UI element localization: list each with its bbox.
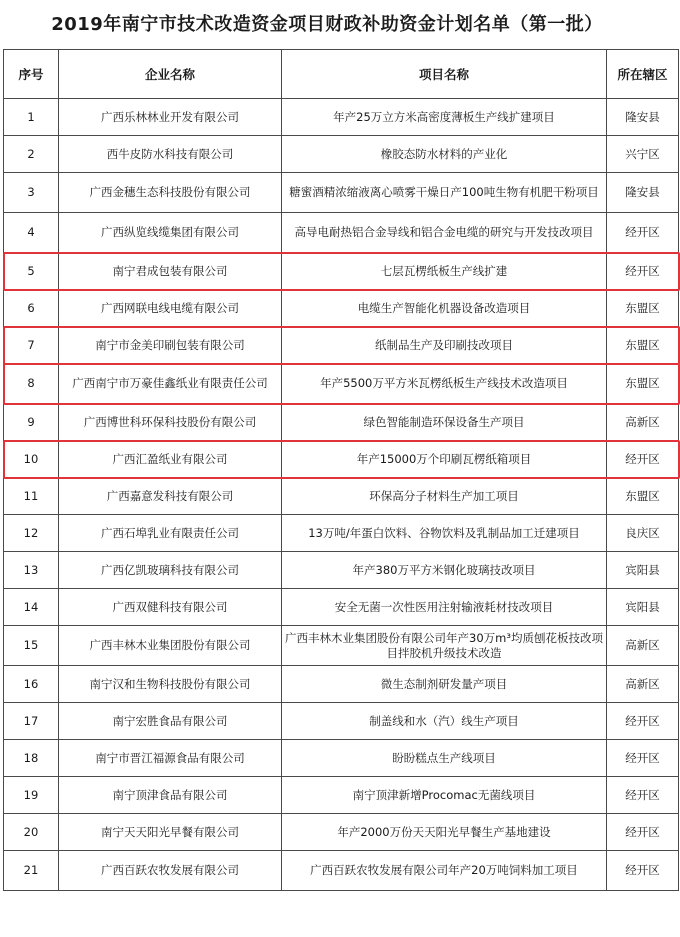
cell-project: 安全无菌一次性医用注射输液耗材技改项目 <box>282 589 607 626</box>
cell-company: 广西汇盈纸业有限公司 <box>59 441 282 478</box>
table-row <box>4 515 679 552</box>
cell-district: 高新区 <box>607 666 679 703</box>
cell-company: 广西丰林木业集团股份有限公司 <box>59 626 282 666</box>
cell-no: 11 <box>4 478 59 515</box>
table-row <box>4 851 679 891</box>
cell-project: 电缆生产智能化机器设备改造项目 <box>282 290 607 327</box>
cell-district: 经开区 <box>607 253 679 290</box>
cell-no: 1 <box>4 99 59 136</box>
cell-no: 20 <box>4 814 59 851</box>
header-project: 项目名称 <box>282 50 607 99</box>
cell-district: 东盟区 <box>607 327 679 364</box>
cell-company: 南宁宏胜食品有限公司 <box>59 703 282 740</box>
cell-district: 隆安县 <box>607 173 679 213</box>
cell-project: 微生态制剂研发量产项目 <box>282 666 607 703</box>
cell-company: 广西石埠乳业有限责任公司 <box>59 515 282 552</box>
cell-company: 南宁市晋江福源食品有限公司 <box>59 740 282 777</box>
table-row <box>4 626 679 666</box>
header-company: 企业名称 <box>59 50 282 99</box>
cell-district: 经开区 <box>607 777 679 814</box>
cell-no: 21 <box>4 851 59 891</box>
cell-no: 2 <box>4 136 59 173</box>
cell-project: 糖蜜酒精浓缩液离心喷雾干燥日产100吨生物有机肥干粉项目 <box>282 173 607 213</box>
cell-company: 南宁顶津食品有限公司 <box>59 777 282 814</box>
cell-project: 南宁顶津新增Procomac无菌线项目 <box>282 777 607 814</box>
cell-no: 19 <box>4 777 59 814</box>
cell-no: 17 <box>4 703 59 740</box>
cell-district: 东盟区 <box>607 478 679 515</box>
cell-company: 广西网联电线电缆有限公司 <box>59 290 282 327</box>
table-row <box>4 290 679 327</box>
table-body <box>4 99 679 891</box>
cell-district: 隆安县 <box>607 99 679 136</box>
cell-company: 广西双健科技有限公司 <box>59 589 282 626</box>
cell-company: 广西金穗生态科技股份有限公司 <box>59 173 282 213</box>
cell-district: 高新区 <box>607 626 679 666</box>
cell-company: 广西亿凯玻璃科技有限公司 <box>59 552 282 589</box>
header-district: 所在辖区 <box>607 50 679 99</box>
table-row <box>4 740 679 777</box>
cell-company: 西牛皮防水科技有限公司 <box>59 136 282 173</box>
cell-no: 16 <box>4 666 59 703</box>
cell-project: 橡胶态防水材料的产业化 <box>282 136 607 173</box>
cell-district: 东盟区 <box>607 290 679 327</box>
cell-no: 10 <box>4 441 59 478</box>
cell-no: 7 <box>4 327 59 364</box>
table-row <box>4 589 679 626</box>
table-row <box>4 253 679 290</box>
cell-company: 广西乐林林业开发有限公司 <box>59 99 282 136</box>
table-row <box>4 364 679 404</box>
cell-no: 18 <box>4 740 59 777</box>
cell-project: 绿色智能制造环保设备生产项目 <box>282 404 607 441</box>
cell-district: 经开区 <box>607 851 679 891</box>
cell-no: 9 <box>4 404 59 441</box>
cell-project: 高导电耐热铝合金导线和铝合金电缆的研究与开发技改项目 <box>282 213 607 253</box>
table-row <box>4 327 679 364</box>
cell-no: 3 <box>4 173 59 213</box>
cell-project: 七层瓦楞纸板生产线扩建 <box>282 253 607 290</box>
document-title: 2019年南宁市技术改造资金项目财政补助资金计划名单（第一批） <box>51 14 603 35</box>
cell-district: 兴宁区 <box>607 136 679 173</box>
cell-project: 纸制品生产及印刷技改项目 <box>282 327 607 364</box>
table-row <box>4 404 679 441</box>
cell-district: 经开区 <box>607 814 679 851</box>
table-row <box>4 213 679 253</box>
subsidy-table <box>3 49 679 891</box>
cell-company: 南宁君成包装有限公司 <box>59 253 282 290</box>
cell-project: 广西百跃农牧发展有限公司年产20万吨饲料加工项目 <box>282 851 607 891</box>
cell-project: 广西丰林木业集团股份有限公司年产30万m³均质刨花板技改项目拌胶机升级技术改造 <box>282 626 607 666</box>
cell-company: 广西博世科环保科技股份有限公司 <box>59 404 282 441</box>
cell-district: 良庆区 <box>607 515 679 552</box>
cell-district: 宾阳县 <box>607 552 679 589</box>
table-row <box>4 703 679 740</box>
cell-project: 年产380万平方米钢化玻璃技改项目 <box>282 552 607 589</box>
cell-district: 经开区 <box>607 213 679 253</box>
cell-project: 13万吨/年蛋白饮料、谷物饮料及乳制品加工迁建项目 <box>282 515 607 552</box>
header-no: 序号 <box>4 50 59 99</box>
cell-project: 年产15000万个印刷瓦楞纸箱项目 <box>282 441 607 478</box>
cell-company: 广西百跃农牧发展有限公司 <box>59 851 282 891</box>
table-row <box>4 666 679 703</box>
cell-project: 制盖线和水（汽）线生产项目 <box>282 703 607 740</box>
cell-district: 经开区 <box>607 441 679 478</box>
cell-company: 广西纵览线缆集团有限公司 <box>59 213 282 253</box>
cell-no: 8 <box>4 364 59 404</box>
cell-no: 15 <box>4 626 59 666</box>
cell-district: 经开区 <box>607 740 679 777</box>
table-row <box>4 552 679 589</box>
cell-no: 12 <box>4 515 59 552</box>
table-row <box>4 478 679 515</box>
cell-no: 5 <box>4 253 59 290</box>
table-row <box>4 136 679 173</box>
table-row <box>4 814 679 851</box>
table-header-row <box>4 50 679 99</box>
cell-company: 南宁天天阳光早餐有限公司 <box>59 814 282 851</box>
table-row <box>4 441 679 478</box>
cell-project: 年产5500万平方米瓦楞纸板生产线技术改造项目 <box>282 364 607 404</box>
cell-no: 4 <box>4 213 59 253</box>
cell-district: 东盟区 <box>607 364 679 404</box>
cell-no: 14 <box>4 589 59 626</box>
cell-company: 广西嘉意发科技有限公司 <box>59 478 282 515</box>
cell-project: 盼盼糕点生产线项目 <box>282 740 607 777</box>
cell-district: 经开区 <box>607 703 679 740</box>
cell-project: 环保高分子材料生产加工项目 <box>282 478 607 515</box>
table-row <box>4 99 679 136</box>
cell-company: 南宁汉和生物科技股份有限公司 <box>59 666 282 703</box>
cell-district: 宾阳县 <box>607 589 679 626</box>
table-row <box>4 173 679 213</box>
table-row <box>4 777 679 814</box>
cell-no: 6 <box>4 290 59 327</box>
cell-district: 高新区 <box>607 404 679 441</box>
cell-company: 广西南宁市万豪佳鑫纸业有限责任公司 <box>59 364 282 404</box>
cell-company: 南宁市金美印刷包装有限公司 <box>59 327 282 364</box>
cell-no: 13 <box>4 552 59 589</box>
cell-project: 年产25万立方米高密度薄板生产线扩建项目 <box>282 99 607 136</box>
cell-project: 年产2000万份天天阳光早餐生产基地建设 <box>282 814 607 851</box>
